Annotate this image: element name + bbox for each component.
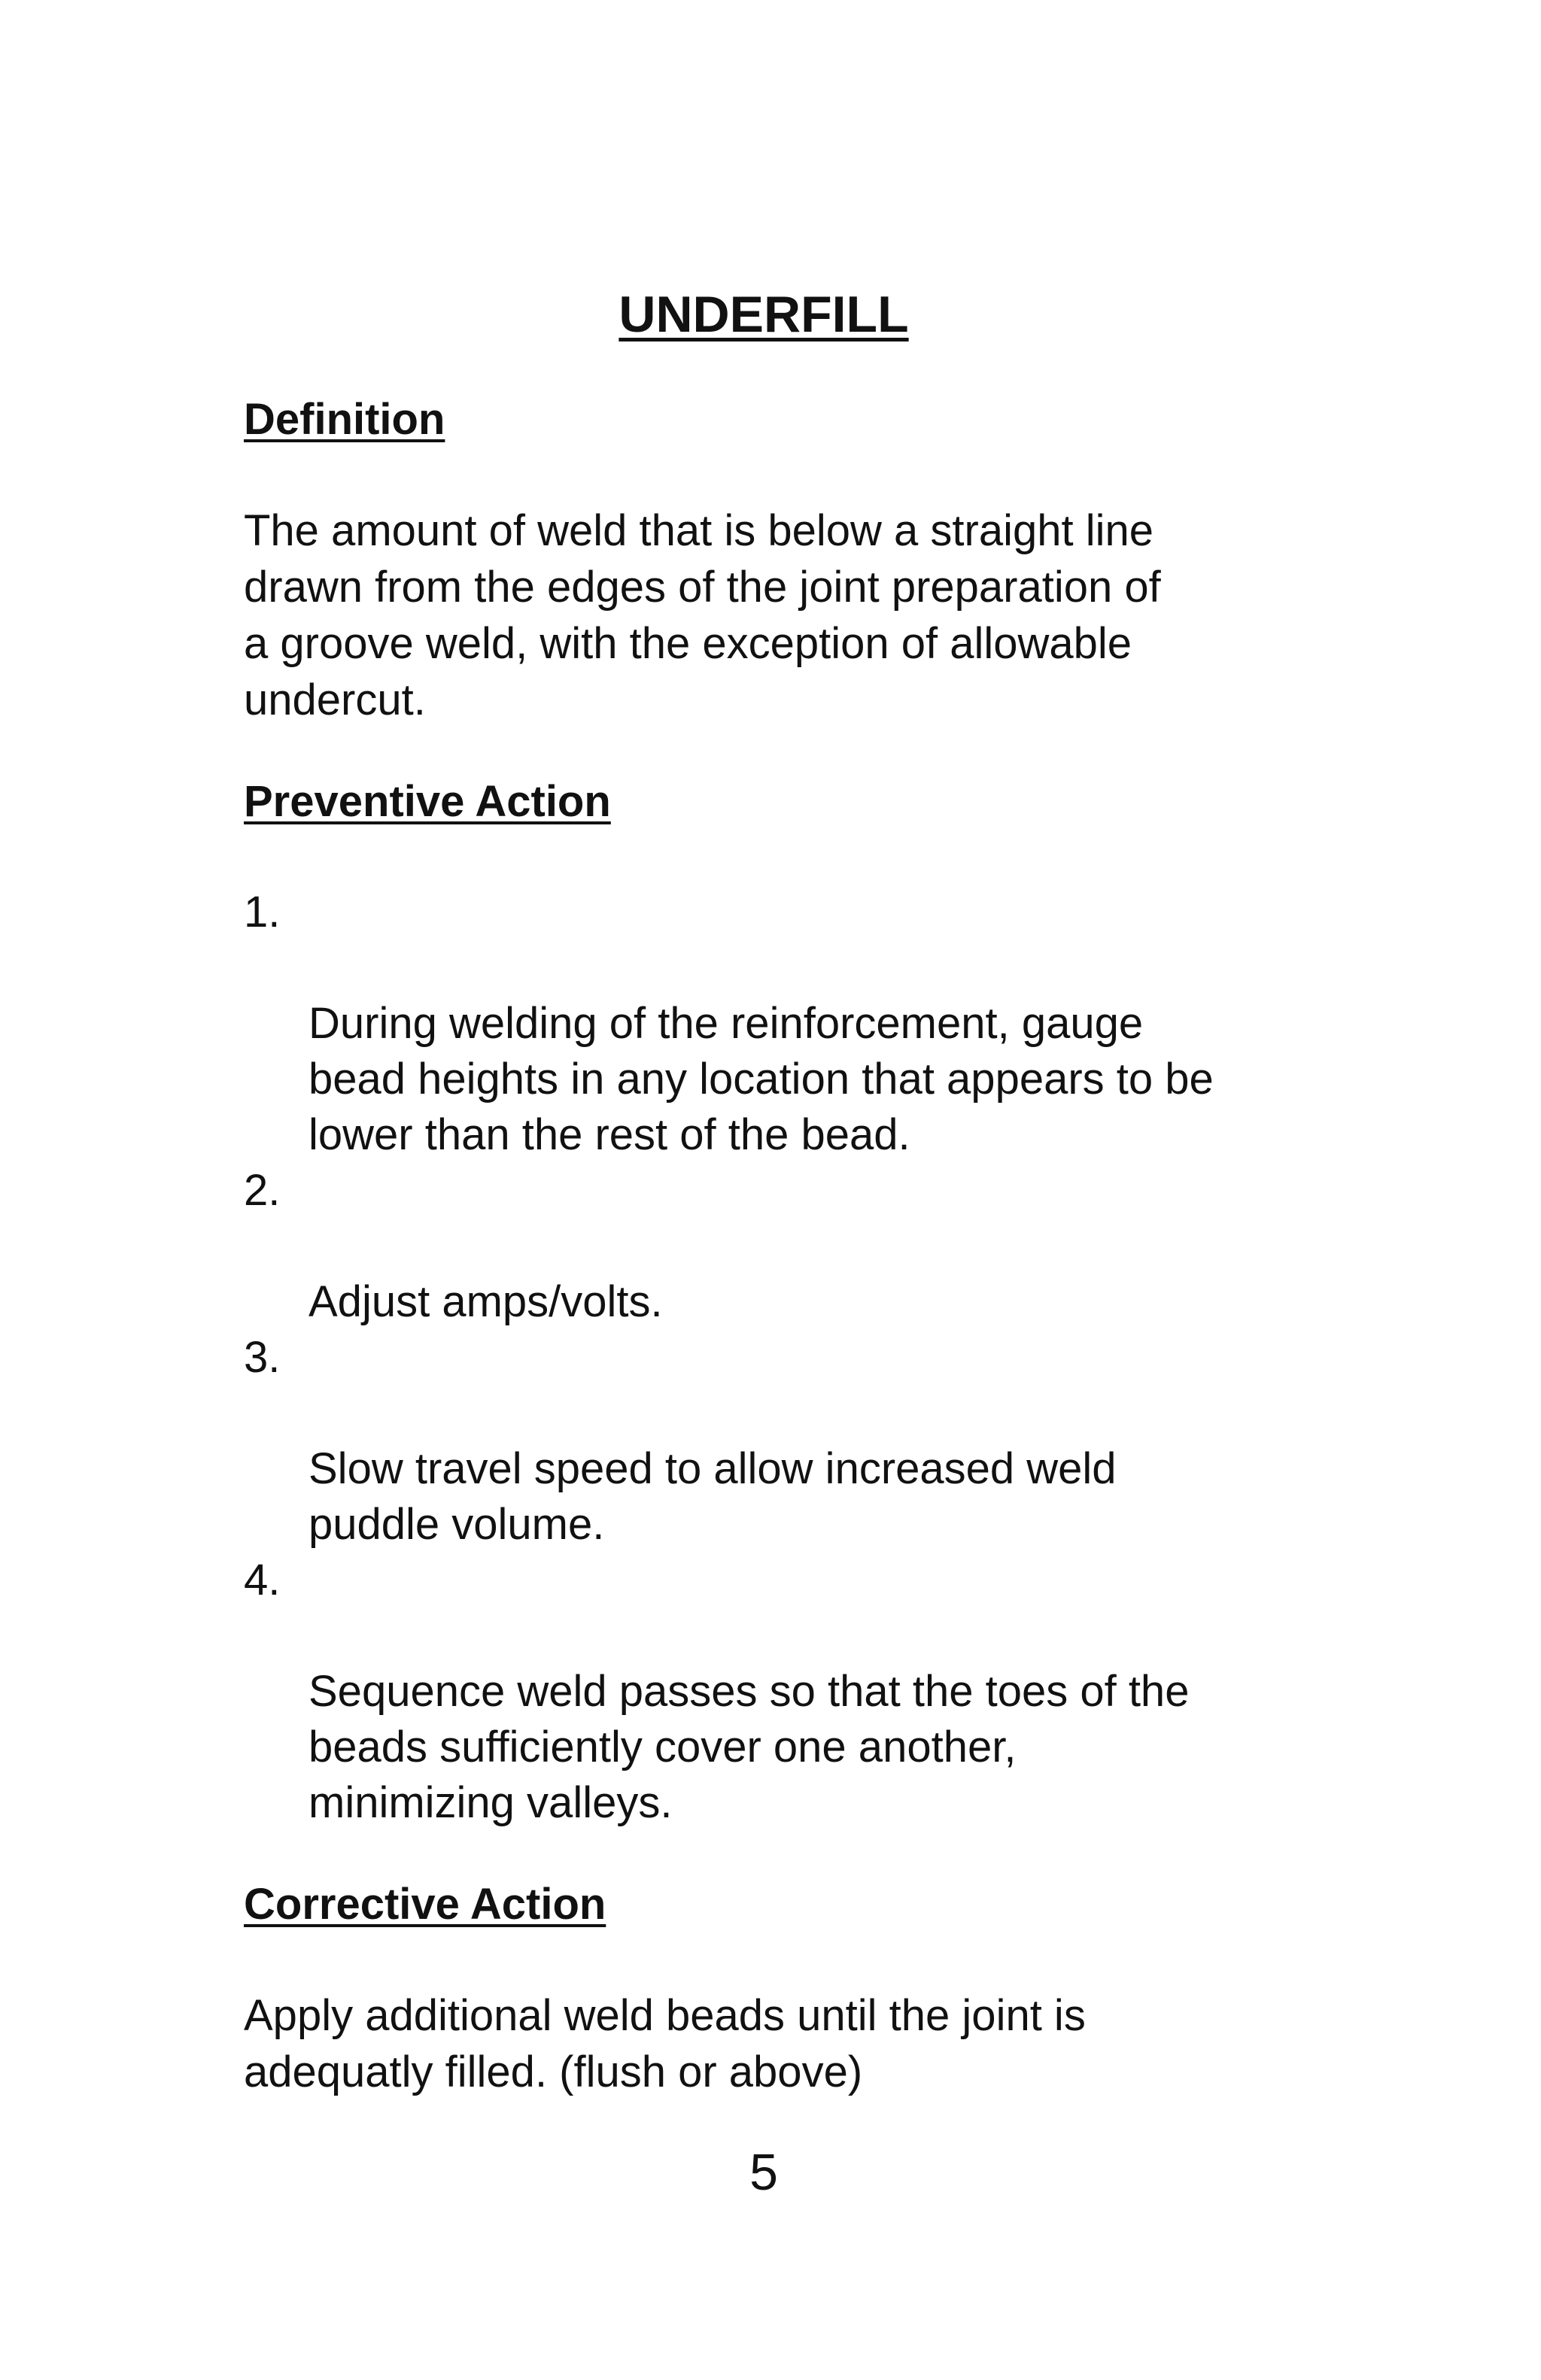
list-item (244, 1163, 1327, 1330)
list-item (244, 1330, 1327, 1553)
page-number: 5 (749, 2144, 778, 2201)
list-item-number: 2. (244, 1166, 281, 1215)
page-content (244, 391, 1327, 2100)
list-item-number: 3. (244, 1333, 281, 1382)
list-item-text: Adjust amps/volts. (309, 1277, 663, 1326)
list-item (244, 1553, 1327, 1831)
list-item-text: During welding of the reinforcement, gauge bead heights in any location that appears to be lower than the rest of the bead. (309, 999, 1214, 1159)
list-item-number: 4. (244, 1556, 281, 1604)
page-title: UNDERFILL (619, 286, 909, 343)
corrective-action-text: Apply additional weld beads until the joint is adequatly filled. (flush or above) (244, 1991, 1086, 2096)
list-item-number: 1. (244, 888, 281, 937)
corrective-action-heading: Corrective Action (244, 1880, 606, 1929)
list-item-text: Slow travel speed to allow increased weld puddle volume. (309, 1444, 1117, 1549)
definition-text: The amount of weld that is below a straight line drawn from the edges of the joint preparation of a groove weld, with the exception of allowable undercut. (244, 506, 1161, 724)
definition-heading: Definition (244, 395, 445, 444)
preventive-action-list (244, 885, 1327, 1831)
list-item-text: Sequence weld passes so that the toes of the beads sufficiently cover one another, minimizing valleys. (309, 1667, 1190, 1827)
preventive-action-heading: Preventive Action (244, 777, 611, 826)
list-item (244, 885, 1327, 1163)
